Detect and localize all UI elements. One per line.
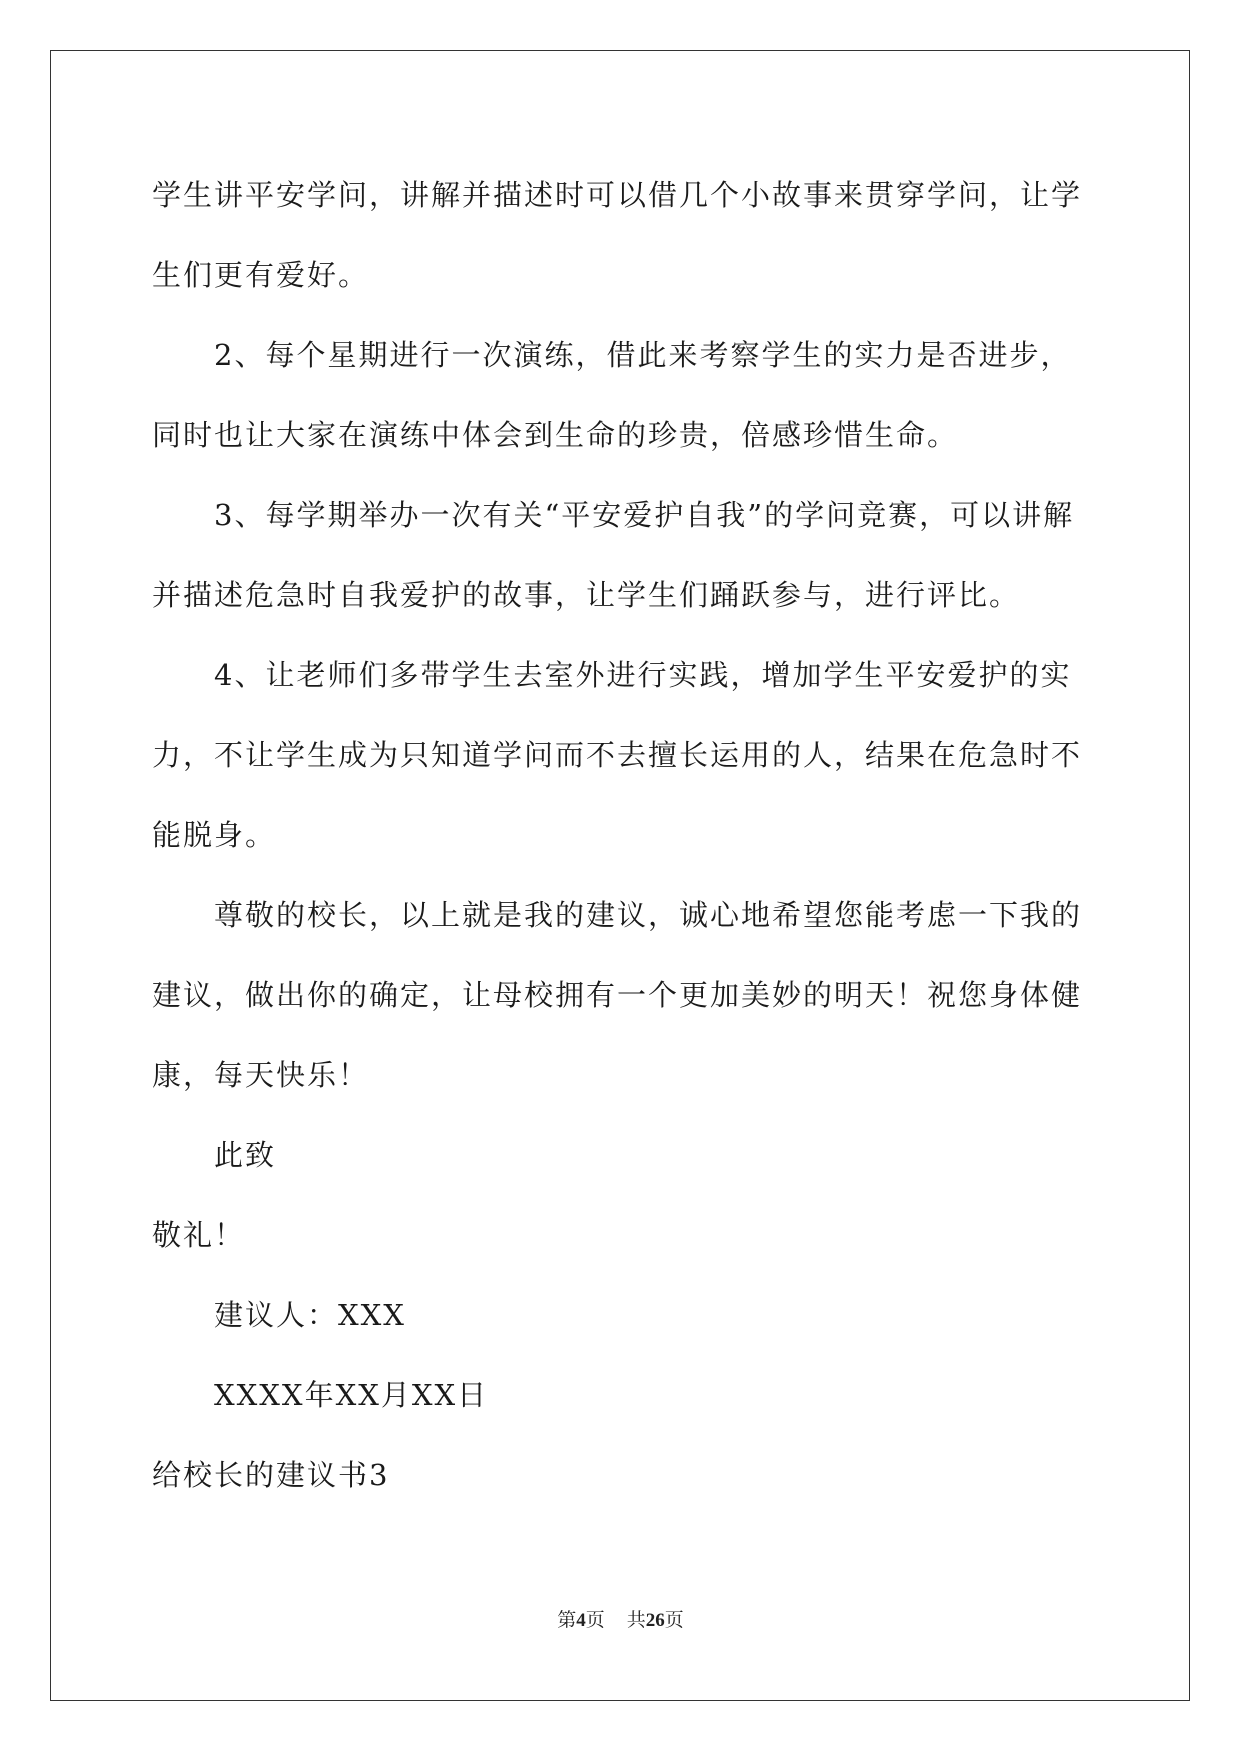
total-prefix: 共 — [626, 1610, 646, 1631]
section-heading: 给校长的建议书3 — [152, 1458, 390, 1492]
paragraph-5: 尊敬的校长，以上就是我的建议，诚心地希望您能考虑一下我的建议，做出你的确定，让母校拥有一个更加美妙的明天！祝您身体健康，每天快乐！ — [152, 898, 1083, 1092]
page-prefix: 第 — [557, 1610, 577, 1631]
paragraph-4: 4、让老师们多带学生去室外进行实践，增加学生平安爱护的实力，不让学生成为只知道学问而不去擅长运用的人，结果在危急时不能脱身。 — [152, 658, 1083, 852]
closing-salutation: 此致 — [214, 1138, 277, 1172]
date-line: XXXX年XX月XX日 — [214, 1378, 489, 1412]
document-body — [152, 155, 1086, 1515]
paragraph-1: 学生讲平安学问，讲解并描述时可以借几个小故事来贯穿学问，让学生们更有爱好。 — [152, 178, 1083, 292]
signature-line: 建议人：XXX — [214, 1298, 406, 1332]
page-footer — [0, 1605, 1241, 1632]
paragraph-3: 3、每学期举办一次有关“平安爱护自我”的学问竞赛，可以讲解并描述危急时自我爱护的故事，让学生们踊跃参与，进行评比。 — [152, 498, 1075, 612]
total-pages: 26 — [645, 1610, 665, 1631]
paragraph-2: 2、每个星期进行一次演练，借此来考察学生的实力是否进步，同时也让大家在演练中体会到生命的珍贵，倍感珍惜生命。 — [152, 338, 1072, 452]
page-number: 4 — [576, 1610, 586, 1631]
page-suffix: 页 — [585, 1610, 605, 1631]
closing-regards: 敬礼！ — [152, 1218, 246, 1252]
total-suffix: 页 — [664, 1610, 684, 1631]
